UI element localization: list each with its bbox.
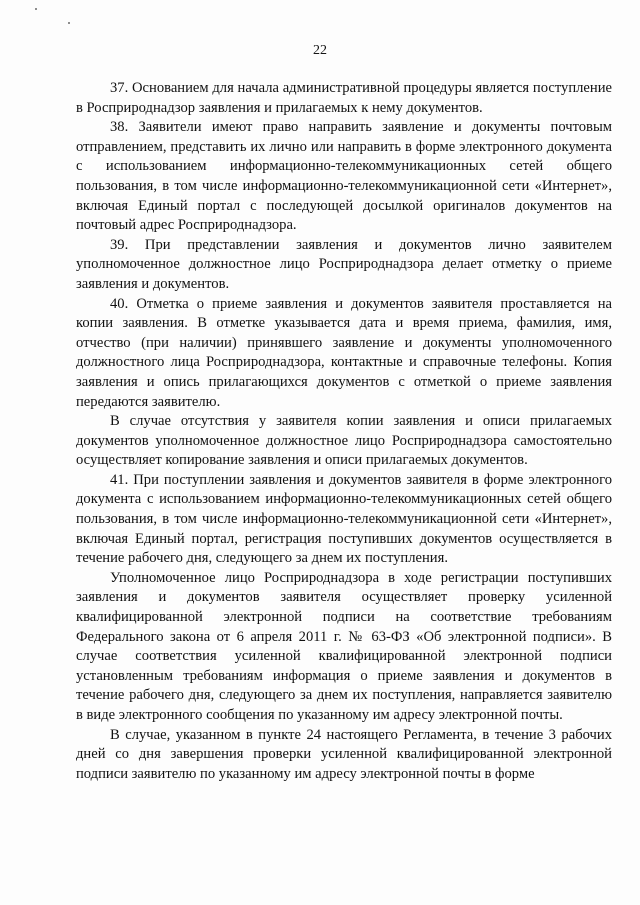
scan-speck	[68, 22, 70, 24]
document-body	[76, 79, 612, 784]
paragraph-41: 41. При поступлении заявления и документов заявителя в форме электронного документа с использованием информационно-телекоммуникационных сетей общего пользования, в том числе информационно-телекоммуникационной сети «Интернет», включая Единый портал, регистрация поступивших документов осуществляется в течение рабочего дня, следующего за днем их поступления.	[76, 471, 612, 567]
paragraph-40: 40. Отметка о приеме заявления и документов заявителя проставляется на копии заявления. В отметке указывается дата и время приема, фамилия, имя, отчество (при наличии) принявшего заявление и документы уполномоченного должностного лица Росприроднадзора, контактные и справочные телефоны. Копия заявления и опись прилагающихся документов с отметкой о приеме заявления передаются заявителю.	[76, 295, 612, 410]
paragraph-39: 39. При представлении заявления и документов лично заявителем уполномоченное должностное лицо Росприроднадзора делает отметку о приеме заявления и документов.	[76, 236, 612, 292]
scan-speck	[35, 8, 37, 10]
paragraph-37: 37. Основанием для начала административной процедуры является поступление в Росприроднадзор заявления и прилагаемых к нему документов.	[76, 80, 612, 116]
paragraph-41-case-24: В случае, указанном в пункте 24 настоящего Регламента, в течение 3 рабочих дней со дня завершения проверки усиленной квалифицированной электронной подписи заявителю по указанному им адресу электронной почты в форме	[76, 726, 612, 782]
paragraph-41-registration: Уполномоченное лицо Росприроднадзора в ходе регистрации поступивших заявления и документов заявителя осуществляет проверку усиленной квалифицированной электронной подписи на соответствие требованиям Федерального закона от 6 апреля 2011 г. № 63-ФЗ «Об электронной подписи». В случае соответствия усиленной квалифицированной электронной подписи установленным требованиям информация о приеме заявления и документов в течение рабочего дня, следующего за днем их поступления, направляется заявителю в виде электронного сообщения по указанному им адресу электронной почты.	[76, 569, 612, 723]
paragraph-38: 38. Заявители имеют право направить заявление и документы почтовым отправлением, представить их лично или направить в форме электронного документа с использованием информационно-телекоммуникационных сетей общего пользования, в том числе информационно-телекоммуникационной сети «Интернет», включая Единый портал с последующей досылкой оригиналов документов на почтовый адрес Росприроднадзора.	[76, 119, 612, 234]
page-number: 22	[313, 43, 327, 58]
paragraph-40-continued: В случае отсутствия у заявителя копии заявления и описи прилагаемых документов уполномоченное должностное лицо Росприроднадзора самостоятельно осуществляет копирование заявления и описи прилагаемых документов.	[76, 413, 612, 469]
